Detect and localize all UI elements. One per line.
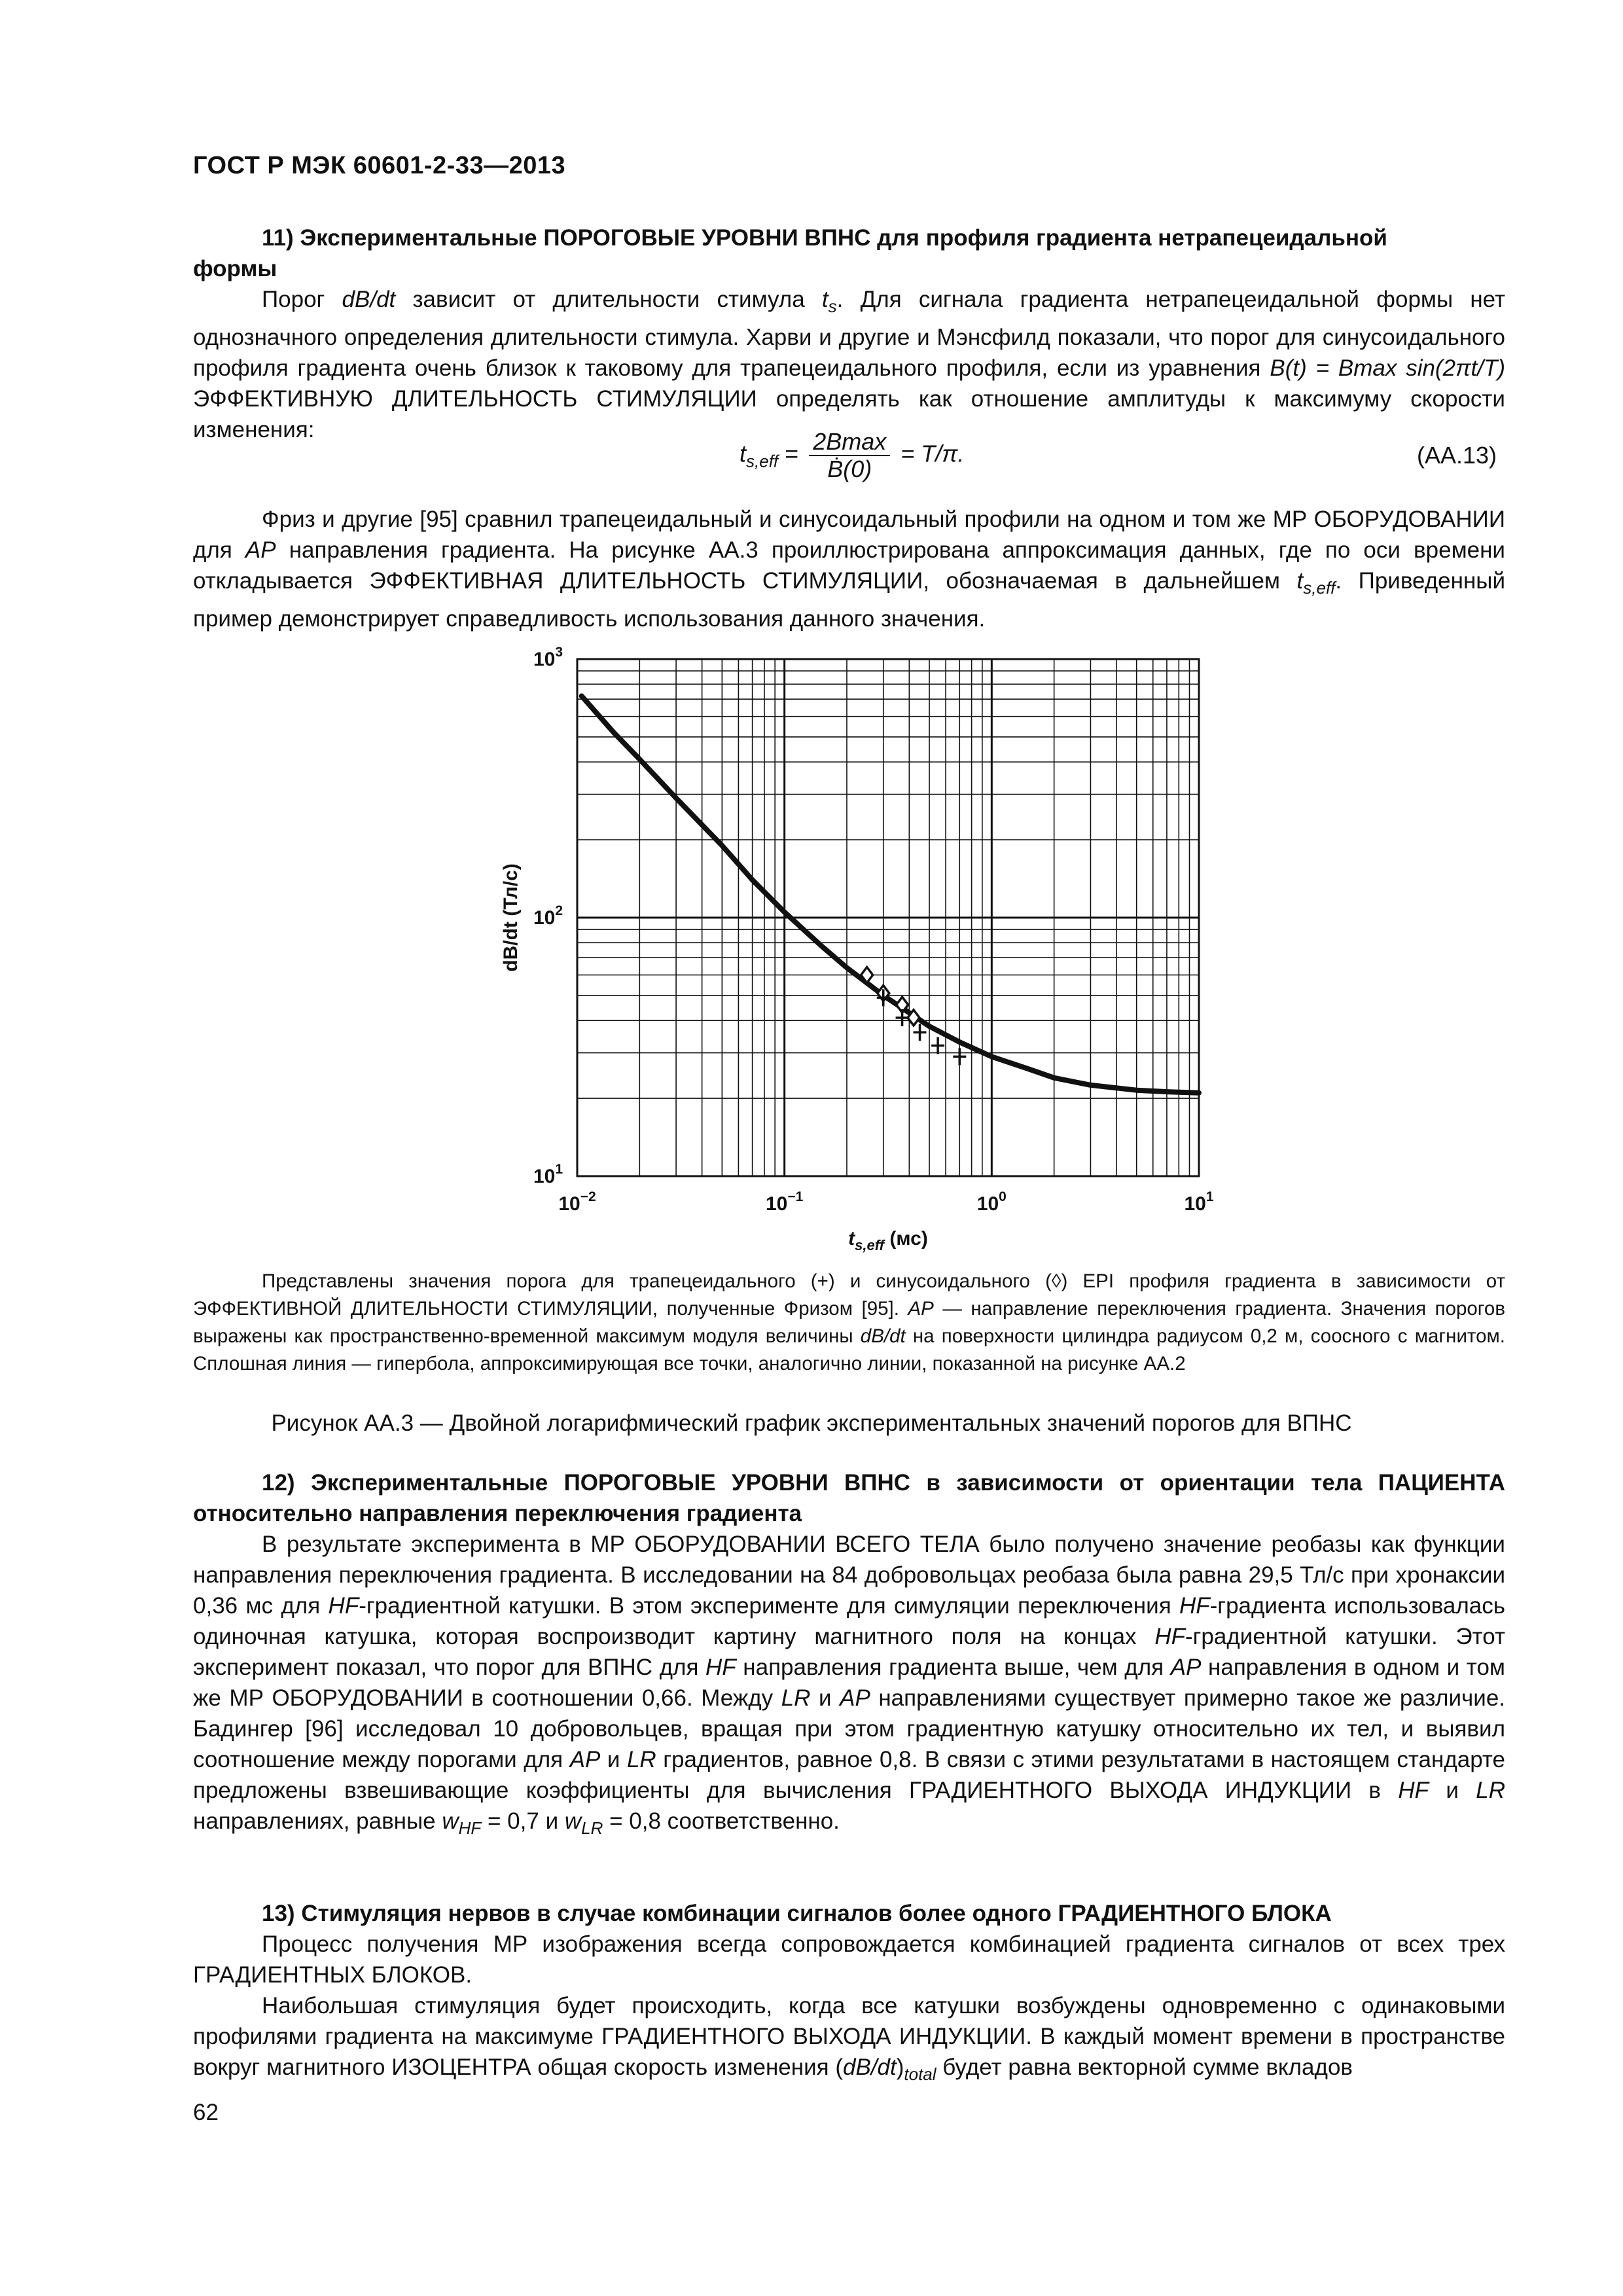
- x-tick-label: $10^1$: [1184, 1189, 1214, 1215]
- x-tick-label: $10^{-1}$: [766, 1189, 804, 1215]
- hyperbola-fit-line: [582, 696, 1199, 1092]
- formula-aa13: $t_{s,eff}$ = $\frac{2Bmax}{\text{Ḃ(0)}}$ = T/π.: [740, 428, 965, 482]
- figure-note: Представлены значения порога для трапецеидального (+) и синусоидального (◊) EPI профиля градиента в зависимости от ЭФФЕКТИВНОЙ ДЛИТЕЛЬНОСТИ СТИМУЛЯЦИИ, полученные Фризом [95]. AP — направление переключения градиента. Значения порогов выражены как пространственно-временной максимум модуля величины dB/dt на поверхности цилиндра радиусом 0,2 м, соосного с магнитом. Сплошная линия — гипербола, аппроксимирующая все точки, аналогично линии, показанной на рисунке АА.2: [193, 1270, 1505, 1374]
- y-axis-label: dB/dt (Тл/с): [500, 863, 522, 972]
- trapezoidal-data-point: [914, 1024, 927, 1041]
- section-12-paragraph: В результате эксперимента в МР ОБОРУДОВАНИИ ВСЕГО ТЕЛА было получено значение реобазы как функции направления переключения градиента. В исследовании на 84 добровольцах реобаза была равна 29,5 Тл/с при хронаксии 0,36 мс для HF-градиентной катушки. В этом эксперименте для симуляции переключения HF-градиента использовалась одиночная катушка, которая воспроизводит картину магнитного поля на концах HF-градиентной катушки. Этот эксперимент показал, что порог для ВПНС для HF направления градиента выше, чем для AP направления в одном и том же МР ОБОРУДОВАНИИ в соотношении 0,66. Между LR и AP направлениями существует примерно такое же различие. Бадингер [96] исследовал 10 добровольцев, вращая при этом градиентную катушку относительно их тел, и выявил соотношение между порогами для AP и LR градиентов, равное 0,8. В связи с этими результатами в настоящем стандарте предложены взвешивающие коэффициенты для вычисления ГРАДИЕНТНОГО ВЫХОДА ИНДУКЦИИ в HF и LR направлениях, равные $w_{HF} = 0,7$ и $w_{LR} = 0,8$ соответственно.: [193, 1532, 1506, 1838]
- y-tick-label: $10^2$: [533, 903, 563, 929]
- section-11-title: 11) Экспериментальные ПОРОГОВЫЕ УРОВНИ ВПНС для профиля градиента нетрапецеидальной формы: [193, 225, 1387, 281]
- section-13-title: 13) Стимуляция нервов в случае комбинации сигналов более одного ГРАДИЕНТНОГО БЛОКА: [262, 1901, 1332, 1926]
- x-axis-label: $t_{s,eff}$ (мс): [848, 1228, 928, 1253]
- figure-title: Рисунок АА.3 — Двойной логарифмический график экспериментальных значений порогов для ВПНС: [271, 1410, 1352, 1436]
- y-tick-label: $10^3$: [533, 645, 563, 670]
- y-tick-label: $10^1$: [533, 1162, 563, 1187]
- section-13-paragraph-2: Наибольшая стимуляция будет происходить, когда все катушки возбуждены одновременно с одинаковыми профилями градиента на максимуме ГРАДИЕНТНОГО ВЫХОДА ИНДУКЦИИ. В каждый момент времени в пространстве вокруг магнитного ИЗОЦЕНТРА общая скорость изменения $(dB/dt)_{total}$ будет равна векторной сумме вкладов: [193, 1993, 1505, 2084]
- document-header: ГОСТ Р МЭК 60601-2-33—2013: [193, 152, 566, 179]
- trapezoidal-data-point: [953, 1048, 966, 1065]
- section-11-paragraph-1: Порог dB/dt зависит от длительности стимула $t_s$. Для сигнала градиента нетрапецеидальной формы нет однозначного определения длительности стимула. Харви и другие и Мэнсфилд показали, что порог для синусоидального профиля градиента очень близок к таковому для трапецеидального профиля, если из уравнения B(t) = Bmax sin(2πt/T) ЭФФЕКТИВНУЮ ДЛИТЕЛЬНОСТЬ СТИМУЛЯЦИИ определять как отношение амплитуды к максимуму скорости изменения:: [193, 287, 1506, 442]
- threshold-loglog-chart: [484, 638, 1243, 1260]
- x-tick-label: $10^0$: [976, 1189, 1007, 1215]
- section-12-title: 12) Экспериментальные ПОРОГОВЫЕ УРОВНИ ВПНС в зависимости от ориентации тела ПАЦИЕНТА относительно направления переключения градиента: [193, 1470, 1505, 1526]
- formula-fraction: $\frac{2Bmax}{\text{Ḃ(0)}}$: [809, 429, 890, 482]
- page-number: 62: [193, 2100, 219, 2125]
- x-tick-label: $10^{-2}$: [558, 1189, 596, 1215]
- section-11-paragraph-2: Фриз и другие [95] сравнил трапецеидальный и синусоидальный профили на одном и том же МР ОБОРУДОВАНИИ для AP направления градиента. На рисунке АА.3 проиллюстрирована аппроксимация данных, где по оси времени откладывается ЭФФЕКТИВНАЯ ДЛИТЕЛЬНОСТЬ СТИМУЛЯЦИИ, обозначаемая в дальнейшем $t_{s,eff}$. Приведенный пример демонстрирует справедливость использования данного значения.: [193, 507, 1505, 632]
- trapezoidal-data-point: [931, 1037, 944, 1054]
- section-13-paragraph-1: Процесс получения МР изображения всегда сопровождается комбинацией градиента сигналов от всех трех ГРАДИЕНТНЫХ БЛОКОВ.: [193, 1931, 1505, 1988]
- formula-number: (AA.13): [1417, 442, 1497, 469]
